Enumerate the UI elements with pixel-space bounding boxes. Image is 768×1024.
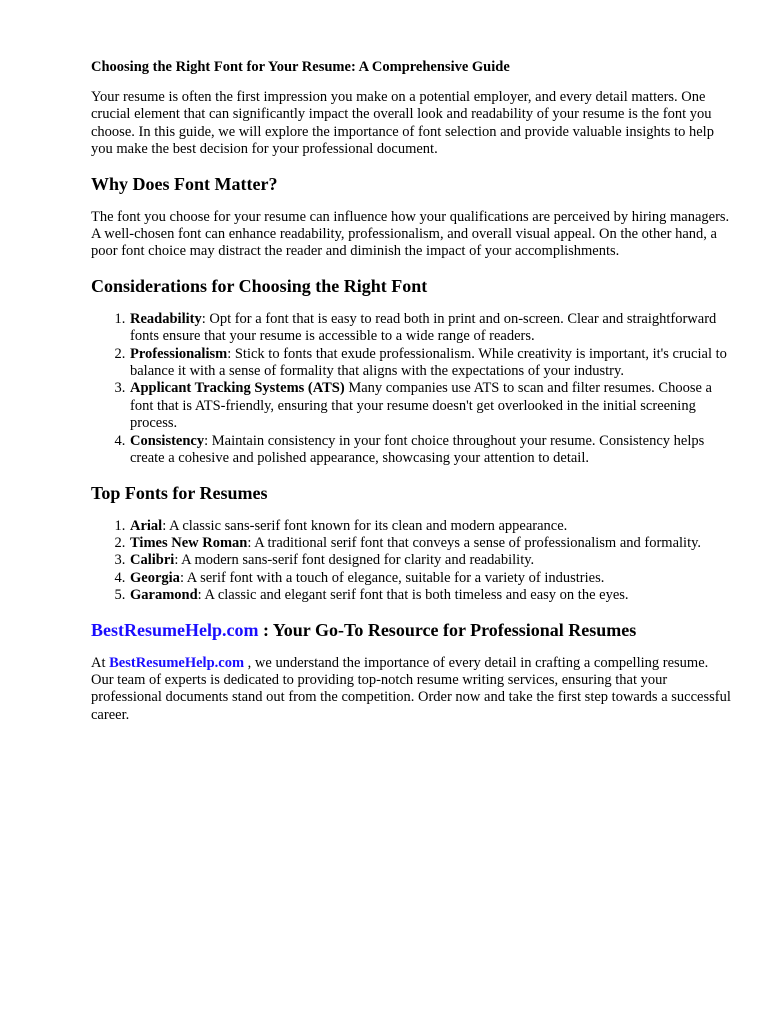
considerations-list bbox=[91, 311, 731, 468]
list-item bbox=[129, 552, 731, 569]
list-item-text: : A modern sans-serif font designed for clarity and readability. bbox=[174, 552, 535, 569]
document-title: Choosing the Right Font for Your Resume: A Comprehensive Guide bbox=[91, 59, 510, 75]
list-item-text: : Stick to fonts that exude professionalism. While creativity is important, it's crucial to balance it with a sense of formality that aligns with the expectations of your industry. bbox=[130, 345, 727, 380]
list-item-text: : A classic sans-serif font known for its clean and modern appearance. bbox=[162, 517, 568, 534]
list-item bbox=[129, 587, 731, 604]
resource-paragraph-text: , we understand the importance of every detail in crafting a compelling resume. Our team of experts is dedicated to providing top-notch resume writing services, ensuring that your professional documents stand out from the competition. Order now and take the first step towards a successful career. bbox=[91, 654, 731, 723]
list-item-term: Readability bbox=[130, 310, 202, 327]
list-item-term: Arial bbox=[130, 517, 163, 534]
list-item-term: Times New Roman bbox=[130, 534, 248, 551]
list-item bbox=[129, 433, 731, 468]
why-font-matters-paragraph: The font you choose for your resume can influence how your qualifications are perceived by hiring managers. A well-chosen font can enhance readability, professionalism, and overall visual appeal. On the other hand, a poor font choice may distract the reader and diminish the impact of your accomplishments. bbox=[91, 208, 730, 260]
considerations-heading: Considerations for Choosing the Right Font bbox=[91, 275, 428, 296]
list-item-text: : Opt for a font that is easy to read both in print and on-screen. Clear and straightforward fonts ensure that your resume is accessible to a wide range of readers. bbox=[130, 310, 717, 345]
list-item-term: Professionalism bbox=[130, 345, 228, 362]
list-item bbox=[129, 535, 731, 552]
list-item-term: Applicant Tracking Systems (ATS) bbox=[130, 380, 345, 397]
document-page bbox=[91, 58, 731, 724]
list-item-text: : A classic and elegant serif font that is both timeless and easy on the eyes. bbox=[197, 587, 629, 604]
body-site-link[interactable]: BestResumeHelp.com bbox=[109, 654, 245, 671]
resource-heading bbox=[91, 619, 731, 641]
top-fonts-list bbox=[91, 518, 731, 605]
heading-site-link[interactable]: BestResumeHelp.com bbox=[91, 619, 259, 640]
top-fonts-heading: Top Fonts for Resumes bbox=[91, 482, 268, 503]
list-item-term: Garamond bbox=[130, 587, 198, 604]
list-item-text: : Maintain consistency in your font choice throughout your resume. Consistency helps create a cohesive and polished appearance, showcasing your attention to detail. bbox=[130, 432, 705, 467]
intro-paragraph: Your resume is often the first impression you make on a potential employer, and every detail matters. One crucial element that can significantly impact the overall look and readability of your resume is the font you choose. In this guide, we will explore the importance of font selection and provide valuable insights to help you make the best decision for your professional document. bbox=[91, 89, 714, 158]
list-item bbox=[129, 346, 731, 381]
list-item-text: : A traditional serif font that conveys a sense of professionalism and formality. bbox=[247, 534, 702, 551]
list-item-term: Georgia bbox=[130, 569, 180, 586]
list-item bbox=[129, 311, 731, 346]
list-item-term: Consistency bbox=[130, 432, 205, 449]
resource-heading-text: : Your Go-To Resource for Professional Resumes bbox=[258, 619, 637, 640]
list-item-text: Many companies use ATS to scan and filter resumes. Choose a font that is ATS-friendly, ensuring that your resume doesn't get overlooked in the initial screening process. bbox=[130, 380, 712, 432]
list-item-text: : A serif font with a touch of elegance, suitable for a variety of industries. bbox=[179, 569, 605, 586]
why-font-matters-heading: Why Does Font Matter? bbox=[91, 173, 278, 194]
list-item bbox=[129, 570, 731, 587]
list-item bbox=[129, 518, 731, 535]
list-item bbox=[129, 380, 731, 432]
list-item-term: Calibri bbox=[130, 552, 175, 569]
resource-paragraph-prefix: At bbox=[91, 654, 110, 671]
resource-paragraph bbox=[91, 655, 731, 725]
